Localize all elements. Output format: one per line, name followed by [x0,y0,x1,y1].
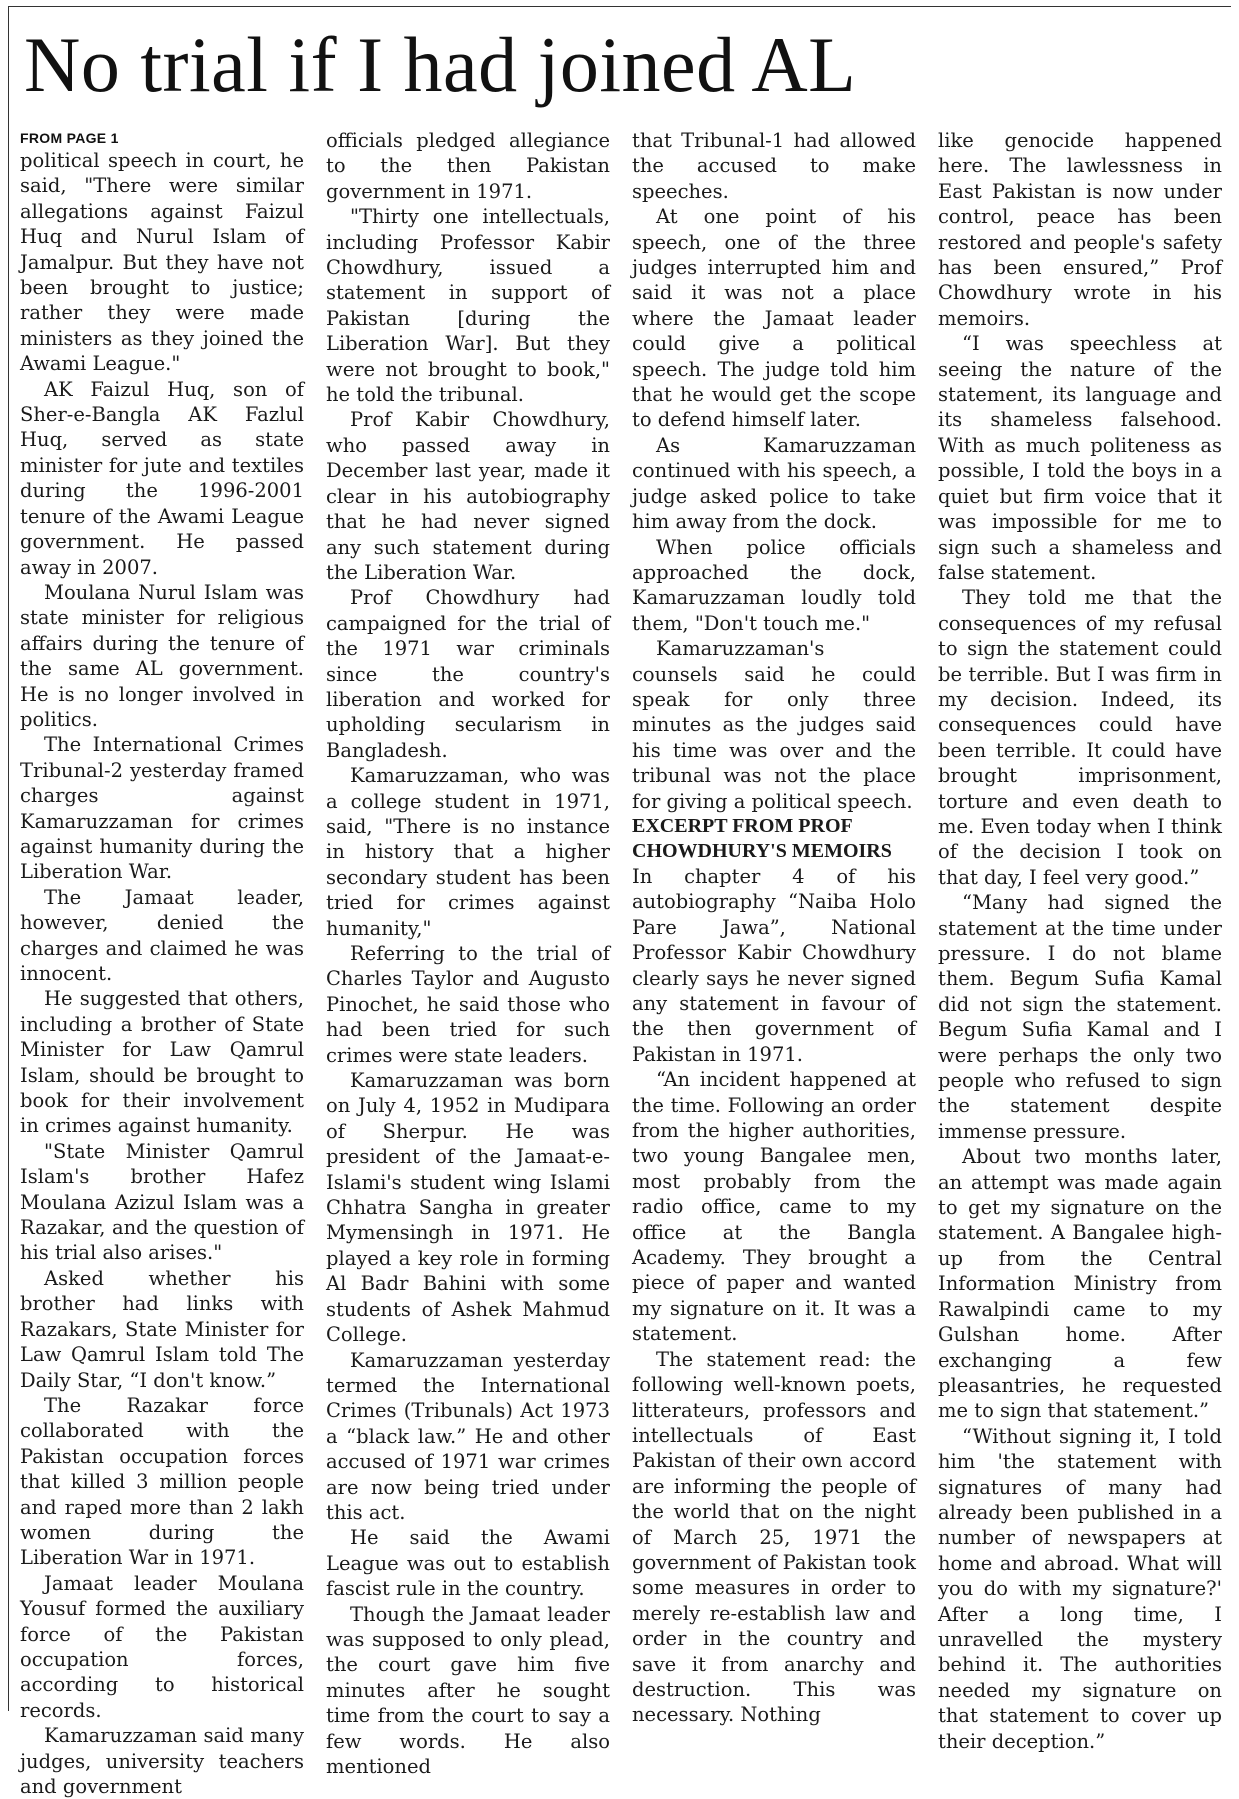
paragraph: "State Minister Qamrul Islam's brother Hafez Moulana Azizul Islam was a Razakar, and the question of his trial also arises." [20,1139,304,1265]
column-4 [938,128,1222,1753]
paragraph: Kamaruzzaman was born on July 4, 1952 in Mudipara of Sherpur. He was president of the Jamaat-e-Islami's student wing Islami Chhatra Sangha in greater Mymensingh in 1971. He played a key role in forming Al Badr Bahini with some students of Ashek Mahmud College. [326,1069,610,1347]
paragraph: Asked whether his brother had links with Razakars, State Minister for Law Qamrul Islam told The Daily Star, “I don't know.” [20,1266,304,1392]
paragraph: political speech in court, he said, "There were similar allegations against Faizul Huq and Nurul Islam of Jamalpur. But they have not been brought to justice; rather they were made ministers as they joined the Awami League." [20,149,304,376]
paragraph: The Jamaat leader, however, denied the charges and claimed he was innocent. [20,885,304,985]
paragraph: In chapter 4 of his autobiography “Naiba Holo Pare Jawa”, National Professor Kabir Chowdhury clearly says he never signed any statement in favour of the then government of Pakistan in 1971. [632,864,916,1066]
top-rule [8,6,1231,7]
column-2 [326,128,610,1778]
paragraph: Jamaat leader Moulana Yousuf formed the auxiliary force of the Pakistan occupation forces, according to historical records. [20,1571,304,1722]
paragraph: officials pledged allegiance to the then Pakistan government in 1971. [326,129,610,203]
column-3 [632,128,916,1727]
paragraph: AK Faizul Huq, son of Sher-e-Bangla AK Fazlul Huq, served as state minister for jute and textiles during the 1996-2001 tenure of the Awami League government. He passed away in 2007. [20,377,304,579]
paragraph: “Many had signed the statement at the time under pressure. I do not blame them. Begum Sufia Kamal did not sign the statement. Begum Sufia Kamal and I were perhaps the only two people who refused to sign the statement despite immense pressure. [938,891,1222,1143]
headline: No trial if I had joined AL [24,21,857,108]
paragraph: About two months later, an attempt was made again to get my signature on the statement. A Bangalee high-up from the Central Information Ministry from Rawalpindi came to my Gulshan home. After exchanging a few pleasantries, he requested me to sign that statement.” [938,1145,1222,1423]
paragraph: They told me that the consequences of my refusal to sign the statement could be terrible. But I was firm in my decision. Indeed, its consequences could have been terrible. It could have brought imprisonment, torture and even death to me. Even today when I think of the decision I took on that day, I feel very good.” [938,586,1222,889]
paragraph: At one point of his speech, one of the three judges interrupted him and said it was not a place where the Jamaat leader could give a political speech. The judge told him that he would get the scope to defend himself later. [632,205,916,432]
column-1 [20,128,304,1798]
paragraph: Prof Kabir Chowdhury, who passed away in December last year, made it clear in his autobiography that he had never signed any such statement during the Liberation War. [326,408,610,584]
paragraph: “Without signing it, I told him 'the statement with signatures of many had already been published in a number of newspapers at home and abroad. What will you do with my signature?' After a long time, I unravelled the mystery behind it. The authorities needed my signature on that statement to cover up their deception.” [938,1424,1222,1753]
paragraph: He said the Awami League was out to establish fascist rule in the country. [326,1526,610,1601]
paragraph: Referring to the trial of Charles Taylor and Augusto Pinochet, he said those who had been tried for such crimes were state leaders. [326,942,610,1067]
paragraph: The Razakar force collaborated with the Pakistan occupation forces that killed 3 million people and raped more than 2 lakh women during the Liberation War in 1971. [20,1393,304,1570]
article-columns [20,128,1222,1798]
paragraph: The International Crimes Tribunal-2 yesterday framed charges against Kamaruzzaman for crimes against humanity during the Liberation War. [20,733,304,884]
paragraph: He suggested that others, including a brother of State Minister for Law Qamrul Islam, should be brought to book for their involvement in crimes against humanity. [20,987,304,1138]
paragraph: The statement read: the following well-known poets, litterateurs, professors and intellectuals of East Pakistan of their own accord are informing the people of the world that on the night of March 25, 1971 the government of Pakistan took some measures in order to merely re-establish law and order in the country and save it from anarchy and destruction. This was necessary. Nothing [632,1347,916,1727]
kicker: FROM PAGE 1 [20,130,119,146]
paragraph: like genocide happened here. The lawlessness in East Pakistan is now under control, peace has been restored and people's safety has been ensured,” Prof Chowdhury wrote in his memoirs. [938,129,1222,330]
paragraph: Kamaruzzaman, who was a college student in 1971, said, "There is no instance in history that a higher secondary student has been tried for crimes against humanity," [326,764,610,940]
paragraph: Prof Chowdhury had campaigned for the trial of the 1971 war criminals since the country's liberation and worked for upholding secularism in Bangladesh. [326,586,610,762]
paragraph: “An incident happened at the time. Following an order from the higher authorities, two young Bangalee men, most probably from the radio office, came to my office at the Bangla Academy. They brought a piece of paper and wanted my signature on it. It was a statement. [632,1068,916,1346]
paragraph: that Tribunal-1 had allowed the accused to make speeches. [632,129,916,203]
paragraph: When police officials approached the dock, Kamaruzzaman loudly told them, "Don't touch me." [632,535,916,635]
left-rule [8,6,9,1711]
paragraph: Kamaruzzaman's counsels said he could speak for only three minutes as the judges said his time was over and the tribunal was not the place for giving a political speech. [632,637,916,813]
paragraph: Though the Jamaat leader was supposed to only plead, the court gave him five minutes after he sought time from the court to say a few words. He also mentioned [326,1602,610,1778]
paragraph: Kamaruzzaman yesterday termed the International Crimes (Tribunals) Act 1973 a “black law.” He and other accused of 1971 war crimes are now being tried under this act. [326,1348,610,1524]
section-subhead: EXCERPT FROM PROF CHOWDHURY'S MEMOIRS [632,814,892,862]
paragraph: "Thirty one intellectuals, including Professor Kabir Chowdhury, issued a statement in support of Pakistan [during the Liberation War]. But they were not brought to book," he told the tribunal. [326,205,610,407]
paragraph: As Kamaruzzaman continued with his speech, a judge asked police to take him away from the dock. [632,433,916,534]
paragraph: Kamaruzzaman said many judges, university teachers and government [20,1724,304,1798]
paragraph: Moulana Nurul Islam was state minister for religious affairs during the tenure of the same AL government. He is no longer involved in politics. [20,580,304,731]
paragraph: “I was speechless at seeing the nature of the statement, its language and its shameless falsehood. With as much politeness as possible, I told the boys in a quiet but firm voice that it was impossible for me to sign such a shameless and false statement. [938,332,1222,584]
